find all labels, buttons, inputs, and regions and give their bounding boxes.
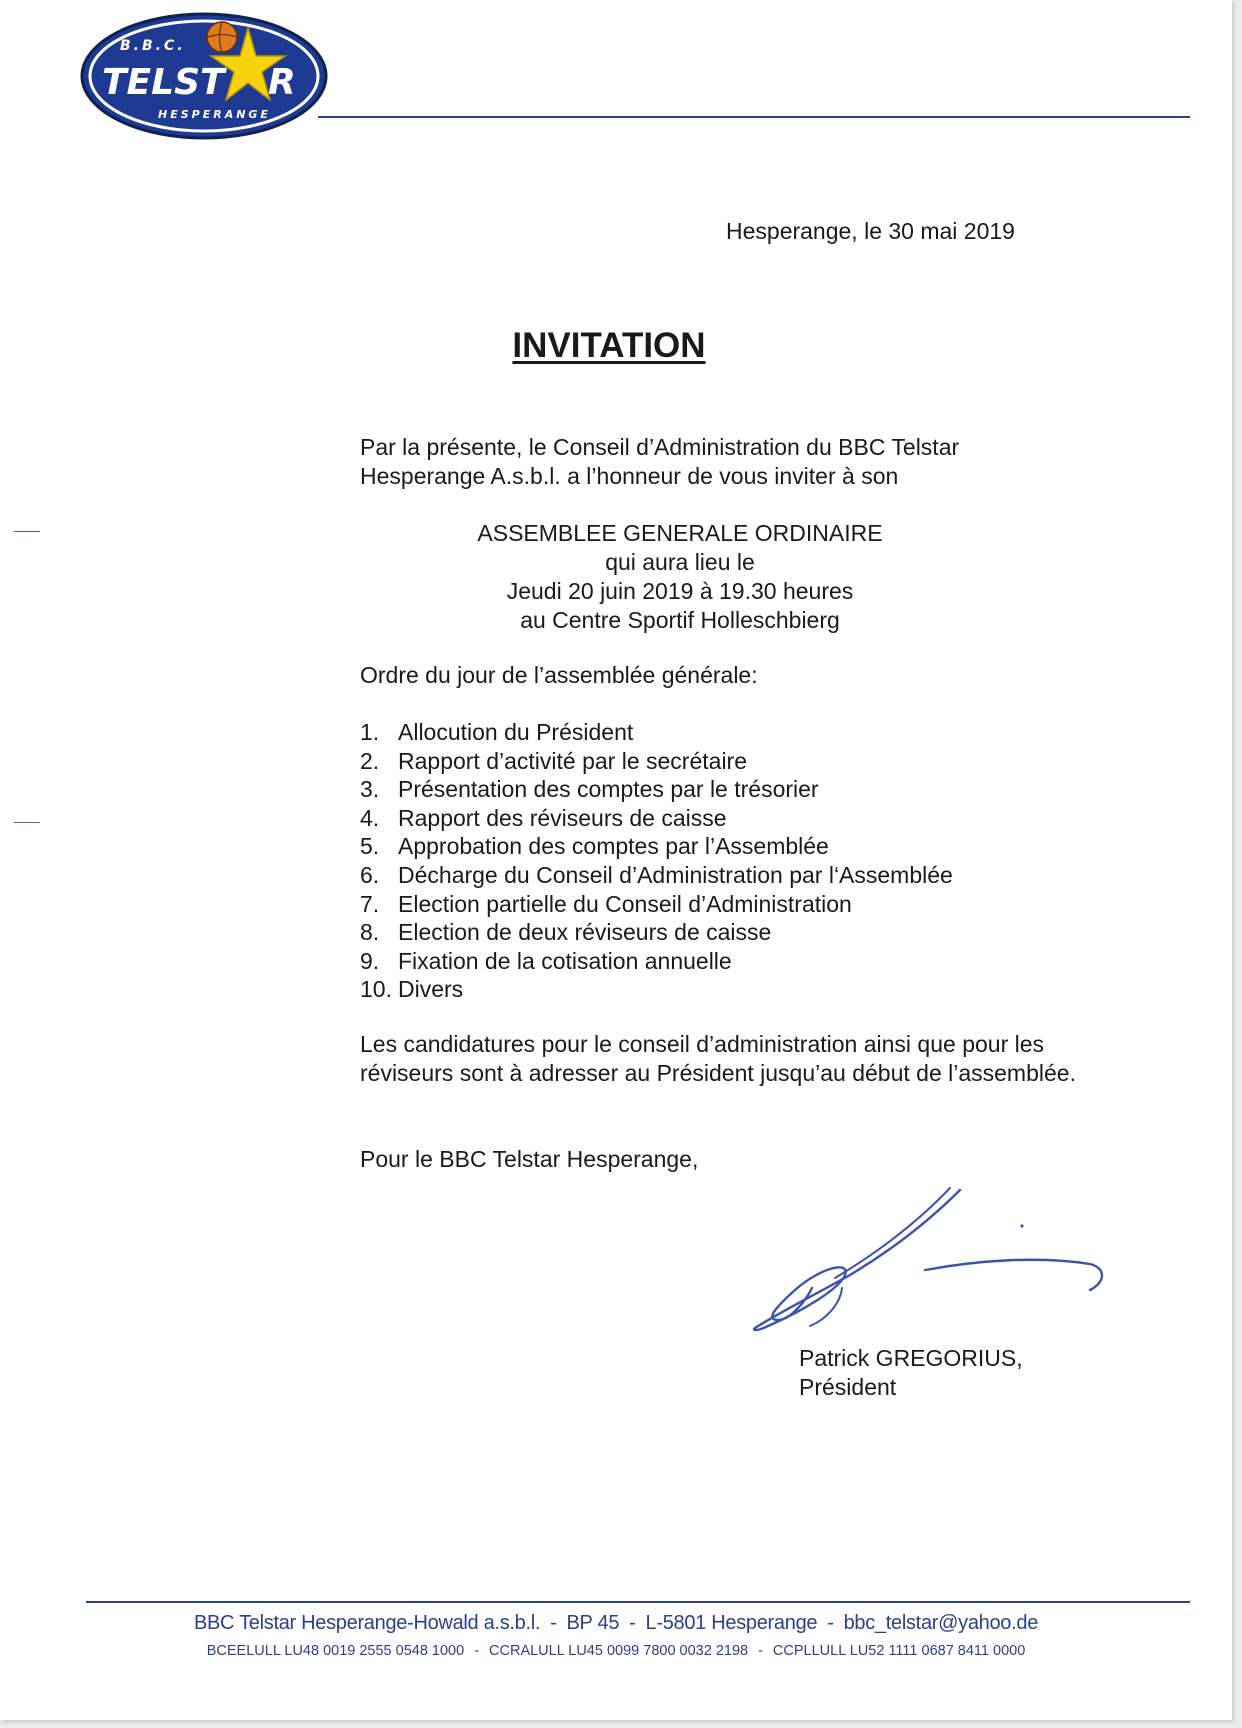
logo-top-text: B.B.C. — [120, 38, 186, 54]
footer-bank-account: CCPLLULL LU52 1111 0687 8411 0000 — [772, 1643, 1026, 1659]
logo-bottom-text: HESPERANGE — [158, 108, 271, 121]
footer-separator: - — [474, 1643, 480, 1659]
event-name: ASSEMBLEE GENERALE ORDINAIRE — [477, 520, 883, 546]
basketball-icon — [207, 22, 237, 52]
letter-title: INVITATION — [512, 326, 706, 365]
agenda-item-number: 2. — [360, 747, 380, 774]
agenda-item-text: Présentation des comptes par le trésorier — [398, 776, 819, 803]
footer-separator: - — [758, 1643, 763, 1659]
agenda-item — [360, 861, 953, 890]
agenda-item — [360, 804, 953, 833]
agenda-item-text: Fixation de la cotisation annuelle — [398, 947, 732, 974]
agenda-item-text: Allocution du Président — [398, 719, 634, 745]
agenda-item — [360, 947, 953, 976]
footer-contact — [0, 1612, 1232, 1635]
event-line: qui aura lieu le — [605, 549, 755, 575]
agenda-item-number: 1. — [360, 719, 380, 745]
club-logo — [80, 10, 332, 142]
agenda-item-text: Décharge du Conseil d’Administration par l‘Assemblée — [398, 861, 953, 888]
agenda-item-number: 9. — [360, 947, 380, 974]
agenda-item-number: 7. — [360, 890, 380, 917]
footer-org: BBC Telstar Hesperange-Howald a.s.b.l. — [193, 1612, 541, 1634]
agenda-item-text: Election de deux réviseurs de caisse — [398, 919, 772, 946]
agenda-item-text: Rapport des réviseurs de caisse — [398, 804, 727, 831]
footer-postal: L-5801 Hesperange — [645, 1612, 818, 1634]
fold-mark — [14, 531, 40, 532]
agenda-item-number: 6. — [360, 861, 380, 888]
agenda-item-number: 4. — [360, 804, 380, 831]
logo-main-text-end: R — [268, 62, 296, 103]
signer-block — [799, 1344, 1023, 1402]
agenda-item-text: Divers — [398, 976, 464, 1003]
agenda-item — [360, 747, 953, 776]
footer-email: bbc_telstar@yahoo.de — [843, 1612, 1039, 1634]
agenda-item-number: 5. — [360, 833, 380, 860]
agenda-list — [360, 718, 953, 1004]
sign-off: Pour le BBC Telstar Hesperange, — [360, 1146, 699, 1172]
letter-date: Hesperange, le 30 mai 2019 — [726, 218, 1015, 244]
closing-paragraph: Les candidatures pour le conseil d’administration ainsi que pour les réviseurs sont à adresser au Président jusqu’au début de l’assemblée. — [360, 1031, 1076, 1086]
footer-bank-account: CCRALULL LU45 0099 7800 0032 2198 — [489, 1643, 749, 1659]
agenda-item-number: 3. — [360, 776, 380, 803]
footer-separator: - — [629, 1612, 636, 1634]
footer-separator: - — [827, 1612, 834, 1634]
footer-bank-account: BCEELULL LU48 0019 2555 0548 1000 — [206, 1643, 465, 1659]
agenda-heading: Ordre du jour de l’assemblée générale: — [360, 662, 758, 688]
event-datetime: Jeudi 20 juin 2019 à 19.30 heures — [506, 578, 854, 604]
fold-mark — [14, 822, 40, 823]
agenda-item-text: Approbation des comptes par l’Assemblée — [398, 833, 829, 860]
footer-separator: - — [550, 1612, 557, 1634]
handwritten-signature — [750, 1180, 1120, 1340]
agenda-item — [360, 918, 953, 947]
footer-box: BP 45 — [566, 1612, 620, 1634]
agenda-item — [360, 718, 953, 747]
logo-main-text: TELST — [102, 62, 225, 103]
footer-bank-details — [0, 1643, 1232, 1659]
footer-divider — [86, 1601, 1190, 1603]
agenda-item-text: Election partielle du Conseil d’Administration — [398, 890, 852, 917]
agenda-item-text: Rapport d’activité par le secrétaire — [398, 747, 747, 774]
event-location: au Centre Sportif Holleschbierg — [520, 607, 840, 633]
header-divider — [318, 116, 1190, 118]
signer-role: Président — [799, 1374, 897, 1400]
signer-name: Patrick GREGORIUS, — [799, 1345, 1023, 1371]
agenda-item — [360, 975, 953, 1004]
event-block — [360, 519, 1000, 635]
agenda-item — [360, 832, 953, 861]
agenda-item — [360, 775, 953, 804]
agenda-item-number: 8. — [360, 919, 380, 946]
intro-paragraph: Par la présente, le Conseil d’Administration du BBC Telstar Hesperange A.s.b.l. a l’honneur de vous inviter à son — [360, 434, 960, 489]
agenda-item — [360, 890, 953, 919]
agenda-item-number: 10. — [360, 976, 392, 1003]
